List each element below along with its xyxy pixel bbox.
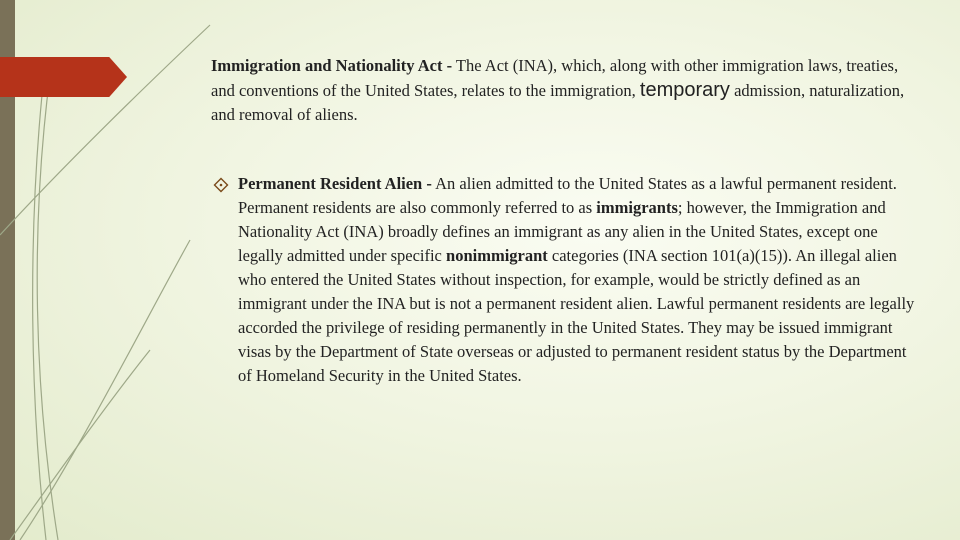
- accent-arrow-tab: [0, 57, 127, 97]
- bullet-term: Permanent Resident Alien -: [238, 174, 432, 193]
- bullet-paragraph: [238, 172, 918, 388]
- bullet-text-2: ; however, the Immigration and Nationality Act (INA) broadly defines an immigrant as any alien in the United States, except one legally admitted under specific: [238, 198, 886, 265]
- diamond-bullet-icon: [213, 177, 229, 193]
- intro-term: Immigration and Nationality Act -: [211, 56, 453, 75]
- bullet-text-1: An alien admitted to the United States as a lawful permanent resident. Permanent residents are also commonly referred to as: [238, 174, 897, 217]
- intro-text-part2: admission, naturalization, and removal of aliens.: [211, 81, 905, 124]
- intro-paragraph: [211, 54, 911, 127]
- bullet-bold-nonimmigrant: nonimmigrant: [446, 246, 548, 265]
- bullet-text-3: categories (INA section 101(a)(15)). An illegal alien who entered the United States without inspection, for example, would be strictly defined as an immigrant under the INA but is not a permanent resident alien. Lawful permanent residents are legally accorded the privilege of residing permanently in the United States. They may be issued immigrant visas by the Department of State overseas or adjusted to permanent resident status by the Department of Homeland Security in the United States.: [238, 246, 915, 385]
- bullet-bold-immigrants: immigrants: [596, 198, 678, 217]
- intro-text-part1: The Act (INA), which, along with other immigration laws, treaties, and conventions of the United States, relates to the immigration,: [211, 56, 899, 100]
- intro-emphasis: temporary: [639, 79, 730, 101]
